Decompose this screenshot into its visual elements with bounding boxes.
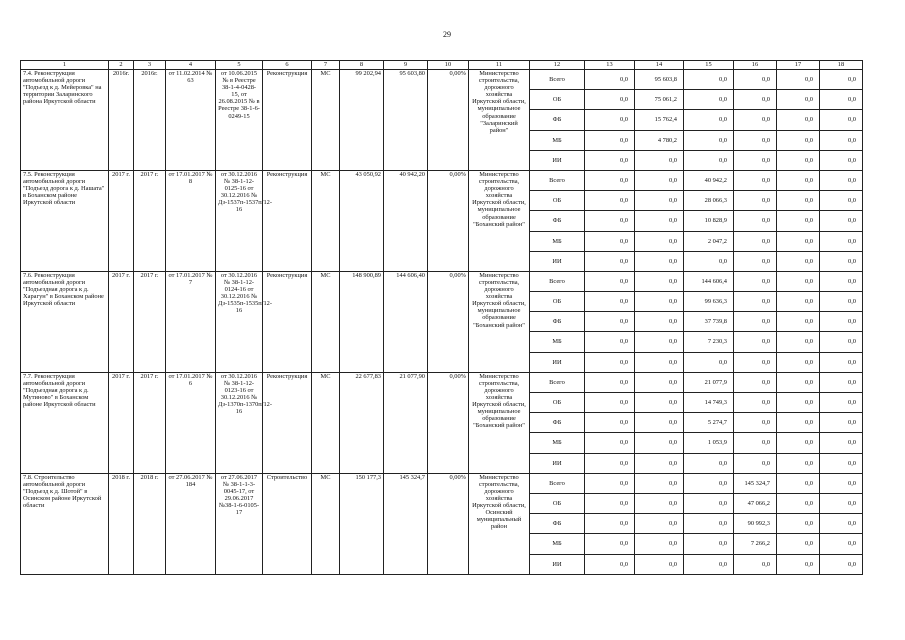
- work-type: Реконструкция: [263, 372, 312, 473]
- expertise-conclusion: от 10.06.2015 № в Реестре 38-1-4-0428-15, от 26.08.2015 № в Реестре 38-1-6-0249-15: [216, 70, 263, 171]
- amount-cell: 14 749,3: [684, 393, 734, 413]
- start-year: 2016г.: [109, 70, 134, 171]
- funding-source: ИИ: [530, 554, 585, 574]
- amount-cell: 0,0: [777, 433, 820, 453]
- amount-cell: 0,0: [734, 393, 777, 413]
- amount-cell: 0,0: [820, 90, 863, 110]
- amount-cell: 0,0: [635, 473, 684, 493]
- amount-cell: 0,0: [820, 413, 863, 433]
- amount-cell: 0,0: [777, 554, 820, 574]
- amount-cell: 0,0: [684, 554, 734, 574]
- amount-cell: 0,0: [684, 110, 734, 130]
- amount-cell: 0,0: [635, 554, 684, 574]
- amount-cell: 7 230,3: [684, 332, 734, 352]
- amount-cell: 0,0: [820, 473, 863, 493]
- responsible-party: Министерство строительства, дорожного хозяйства Иркутской области, муниципальное образование "Заларинский район": [469, 70, 530, 171]
- amount-cell: 0,0: [777, 271, 820, 291]
- amount-cell: 0,0: [820, 534, 863, 554]
- readiness-percent: 0,00%: [428, 271, 469, 372]
- amount-cell: 0,0: [820, 332, 863, 352]
- category: МС: [312, 372, 340, 473]
- amount-cell: 0,0: [734, 170, 777, 190]
- table-row: [21, 70, 863, 90]
- amount-cell: 0,0: [585, 251, 635, 271]
- decision-date: от 11.02.2014 № 63: [166, 70, 216, 171]
- funding-source: МБ: [530, 433, 585, 453]
- decision-date: от 17.01.2017 № 6: [166, 372, 216, 473]
- amount-cell: 0,0: [734, 70, 777, 90]
- amount-cell: 0,0: [585, 433, 635, 453]
- amount-cell: 5 274,7: [684, 413, 734, 433]
- amount-cell: 0,0: [585, 90, 635, 110]
- table-row: [21, 473, 863, 493]
- amount-cell: 0,0: [777, 312, 820, 332]
- amount-cell: 0,0: [585, 514, 635, 534]
- work-type: Реконструкция: [263, 170, 312, 271]
- amount-cell: 0,0: [734, 211, 777, 231]
- amount-cell: 0,0: [635, 493, 684, 513]
- column-number-row: [21, 61, 863, 70]
- amount-cell: 0,0: [734, 332, 777, 352]
- amount-cell: 0,0: [820, 251, 863, 271]
- amount-cell: 21 077,9: [684, 372, 734, 392]
- decision-date: от 17.01.2017 № 7: [166, 271, 216, 372]
- amount-cell: 0,0: [635, 413, 684, 433]
- category: МС: [312, 170, 340, 271]
- amount-cell: 0,0: [777, 453, 820, 473]
- amount-cell: 0,0: [585, 554, 635, 574]
- funding-source: ФБ: [530, 110, 585, 130]
- column-number: 12: [530, 61, 585, 70]
- amount-cell: 0,0: [734, 90, 777, 110]
- amount-cell: 0,0: [820, 352, 863, 372]
- amount-cell: 0,0: [585, 292, 635, 312]
- readiness-percent: 0,00%: [428, 70, 469, 171]
- project-name: 7.4. Реконструкция автомобильной дороги "Подъезд к д. Мейеровка" на территории Заларинского района Иркутской области: [21, 70, 109, 171]
- amount-cell: 0,0: [734, 312, 777, 332]
- funding-source: ОБ: [530, 393, 585, 413]
- amount-cell: 0,0: [777, 70, 820, 90]
- expertise-conclusion: от 30.12.2016 № 38-1-12-0124-16 от 30.12.2016 № Дз-1535п-1535п/12-16: [216, 271, 263, 372]
- funding-source: ФБ: [530, 413, 585, 433]
- funding-source: ОБ: [530, 90, 585, 110]
- amount-cell: 0,0: [820, 130, 863, 150]
- amount-cell: 0,0: [684, 70, 734, 90]
- table-row: [21, 372, 863, 392]
- column-number: 17: [777, 61, 820, 70]
- funding-source: ОБ: [530, 191, 585, 211]
- remaining-cost: 144 606,40: [384, 271, 428, 372]
- funding-source: ФБ: [530, 211, 585, 231]
- amount-cell: 0,0: [820, 372, 863, 392]
- remaining-cost: 40 942,20: [384, 170, 428, 271]
- amount-cell: 0,0: [734, 292, 777, 312]
- readiness-percent: 0,00%: [428, 170, 469, 271]
- amount-cell: 0,0: [585, 413, 635, 433]
- column-number: 11: [469, 61, 530, 70]
- amount-cell: 0,0: [734, 150, 777, 170]
- amount-cell: 0,0: [820, 514, 863, 534]
- amount-cell: 0,0: [635, 453, 684, 473]
- amount-cell: 0,0: [777, 332, 820, 352]
- amount-cell: 0,0: [684, 130, 734, 150]
- category: МС: [312, 70, 340, 171]
- amount-cell: 0,0: [734, 433, 777, 453]
- amount-cell: 0,0: [585, 170, 635, 190]
- project-name: 7.8. Строительство автомобильной дороги "Подъезд к д. Шотой" в Осинском районе Иркутской области: [21, 473, 109, 574]
- amount-cell: 0,0: [635, 292, 684, 312]
- amount-cell: 95 603,8: [635, 70, 684, 90]
- amount-cell: 0,0: [777, 292, 820, 312]
- amount-cell: 0,0: [635, 231, 684, 251]
- amount-cell: 0,0: [684, 493, 734, 513]
- amount-cell: 0,0: [820, 191, 863, 211]
- amount-cell: 0,0: [635, 433, 684, 453]
- project-name: 7.7. Реконструкция автомобильной дороги "Подъездная дорога к д. Мутиново" в Боханском районе Иркутской области: [21, 372, 109, 473]
- amount-cell: 0,0: [635, 170, 684, 190]
- amount-cell: 0,0: [684, 90, 734, 110]
- amount-cell: 0,0: [734, 231, 777, 251]
- amount-cell: 0,0: [777, 372, 820, 392]
- column-number: 2: [109, 61, 134, 70]
- start-year: 2017 г.: [109, 372, 134, 473]
- amount-cell: 0,0: [777, 191, 820, 211]
- amount-cell: 0,0: [820, 70, 863, 90]
- amount-cell: 0,0: [585, 70, 635, 90]
- work-type: Реконструкция: [263, 70, 312, 171]
- funding-source: ИИ: [530, 352, 585, 372]
- column-number: 3: [134, 61, 166, 70]
- column-number: 4: [166, 61, 216, 70]
- amount-cell: 0,0: [777, 231, 820, 251]
- end-year: 2016г.: [134, 70, 166, 171]
- amount-cell: 37 739,8: [684, 312, 734, 332]
- estimated-cost: 22 677,83: [340, 372, 384, 473]
- amount-cell: 0,0: [635, 271, 684, 291]
- amount-cell: 0,0: [585, 150, 635, 170]
- estimated-cost: 150 177,3: [340, 473, 384, 574]
- column-number: 15: [684, 61, 734, 70]
- amount-cell: 0,0: [585, 191, 635, 211]
- amount-cell: 144 606,4: [684, 271, 734, 291]
- amount-cell: 0,0: [635, 372, 684, 392]
- readiness-percent: 0,00%: [428, 372, 469, 473]
- amount-cell: 0,0: [585, 473, 635, 493]
- estimated-cost: 43 050,92: [340, 170, 384, 271]
- amount-cell: 0,0: [635, 534, 684, 554]
- funding-source: Всего: [530, 473, 585, 493]
- table-row: [21, 170, 863, 190]
- column-number: 16: [734, 61, 777, 70]
- amount-cell: 4 780,2: [635, 130, 684, 150]
- amount-cell: 40 942,2: [684, 170, 734, 190]
- amount-cell: 0,0: [777, 393, 820, 413]
- remaining-cost: 21 077,90: [384, 372, 428, 473]
- amount-cell: 0,0: [684, 473, 734, 493]
- remaining-cost: 95 603,80: [384, 70, 428, 171]
- amount-cell: 0,0: [734, 271, 777, 291]
- amount-cell: 28 066,3: [684, 191, 734, 211]
- amount-cell: 0,0: [820, 433, 863, 453]
- expertise-conclusion: от 30.12.2016 № 38-1-12-0123-16 от 30.12.2016 № Дз-1370п-1370п/12-16: [216, 372, 263, 473]
- amount-cell: 0,0: [684, 534, 734, 554]
- readiness-percent: 0,00%: [428, 473, 469, 574]
- funding-source: Всего: [530, 271, 585, 291]
- funding-source: ИИ: [530, 150, 585, 170]
- amount-cell: 0,0: [734, 372, 777, 392]
- amount-cell: 0,0: [820, 493, 863, 513]
- amount-cell: 0,0: [777, 534, 820, 554]
- amount-cell: 0,0: [585, 130, 635, 150]
- amount-cell: 0,0: [734, 352, 777, 372]
- end-year: 2017 г.: [134, 372, 166, 473]
- end-year: 2017 г.: [134, 271, 166, 372]
- funding-source: Всего: [530, 70, 585, 90]
- amount-cell: 0,0: [635, 514, 684, 534]
- amount-cell: 0,0: [777, 514, 820, 534]
- amount-cell: 0,0: [820, 150, 863, 170]
- column-number: 18: [820, 61, 863, 70]
- amount-cell: 90 992,3: [734, 514, 777, 534]
- amount-cell: 0,0: [635, 150, 684, 170]
- amount-cell: 0,0: [585, 110, 635, 130]
- funding-source: МБ: [530, 130, 585, 150]
- amount-cell: 1 053,9: [684, 433, 734, 453]
- amount-cell: 0,0: [684, 514, 734, 534]
- amount-cell: 0,0: [734, 413, 777, 433]
- column-number: 8: [340, 61, 384, 70]
- responsible-party: Министерство строительства, дорожного хозяйства Иркутской области, Осинский муниципальный район: [469, 473, 530, 574]
- amount-cell: 0,0: [684, 150, 734, 170]
- amount-cell: 0,0: [635, 332, 684, 352]
- work-type: Реконструкция: [263, 271, 312, 372]
- amount-cell: 7 266,2: [734, 534, 777, 554]
- column-number: 10: [428, 61, 469, 70]
- amount-cell: 0,0: [734, 453, 777, 473]
- estimated-cost: 148 900,89: [340, 271, 384, 372]
- amount-cell: 0,0: [635, 211, 684, 231]
- amount-cell: 0,0: [820, 453, 863, 473]
- start-year: 2017 г.: [109, 170, 134, 271]
- amount-cell: 0,0: [734, 191, 777, 211]
- budget-table: [20, 60, 863, 575]
- amount-cell: 0,0: [820, 554, 863, 574]
- table-row: [21, 271, 863, 291]
- funding-source: ОБ: [530, 292, 585, 312]
- amount-cell: 0,0: [585, 231, 635, 251]
- expertise-conclusion: от 30.12.2016 № 38-1-12-0125-16 от 30.12.2016 № Дз-1537п-1537п/12-16: [216, 170, 263, 271]
- funding-source: МБ: [530, 332, 585, 352]
- funding-source: ФБ: [530, 312, 585, 332]
- amount-cell: 0,0: [585, 352, 635, 372]
- amount-cell: 0,0: [777, 413, 820, 433]
- amount-cell: 0,0: [635, 352, 684, 372]
- amount-cell: 0,0: [684, 352, 734, 372]
- amount-cell: 0,0: [585, 211, 635, 231]
- amount-cell: 0,0: [777, 90, 820, 110]
- decision-date: от 27.06.2017 № 184: [166, 473, 216, 574]
- amount-cell: 0,0: [635, 393, 684, 413]
- amount-cell: 0,0: [820, 231, 863, 251]
- end-year: 2018 г.: [134, 473, 166, 574]
- funding-source: МБ: [530, 231, 585, 251]
- work-type: Строительство: [263, 473, 312, 574]
- amount-cell: 0,0: [684, 251, 734, 271]
- expertise-conclusion: от 27.06.2017 № 38-1-1-3-0045-17, от 29.06.2017 №38-1-6-0105-17: [216, 473, 263, 574]
- funding-source: Всего: [530, 372, 585, 392]
- funding-source: ФБ: [530, 514, 585, 534]
- column-number: 14: [635, 61, 684, 70]
- funding-source: МБ: [530, 534, 585, 554]
- amount-cell: 75 061,2: [635, 90, 684, 110]
- amount-cell: 0,0: [734, 110, 777, 130]
- column-number: 5: [216, 61, 263, 70]
- column-number: 1: [21, 61, 109, 70]
- funding-source: ИИ: [530, 453, 585, 473]
- amount-cell: 0,0: [734, 554, 777, 574]
- amount-cell: 0,0: [820, 211, 863, 231]
- page-number: 29: [443, 30, 451, 39]
- amount-cell: 145 324,7: [734, 473, 777, 493]
- column-number: 6: [263, 61, 312, 70]
- amount-cell: 0,0: [585, 372, 635, 392]
- amount-cell: 0,0: [585, 332, 635, 352]
- amount-cell: 0,0: [635, 251, 684, 271]
- funding-source: ИИ: [530, 251, 585, 271]
- column-number: 7: [312, 61, 340, 70]
- amount-cell: 0,0: [585, 453, 635, 473]
- responsible-party: Министерство строительства, дорожного хозяйства Иркутской области, муниципальное образование "Боханский район": [469, 271, 530, 372]
- amount-cell: 0,0: [635, 191, 684, 211]
- end-year: 2017 г.: [134, 170, 166, 271]
- amount-cell: 0,0: [585, 534, 635, 554]
- column-number: 13: [585, 61, 635, 70]
- amount-cell: 0,0: [585, 271, 635, 291]
- amount-cell: 0,0: [777, 211, 820, 231]
- project-name: 7.6. Реконструкция автомобильной дороги "Подъездная дорога к д. Харагун" в Боханском районе Иркутской области: [21, 271, 109, 372]
- amount-cell: 0,0: [820, 292, 863, 312]
- amount-cell: 0,0: [585, 312, 635, 332]
- amount-cell: 0,0: [777, 493, 820, 513]
- amount-cell: 0,0: [635, 312, 684, 332]
- category: МС: [312, 473, 340, 574]
- amount-cell: 0,0: [777, 110, 820, 130]
- amount-cell: 0,0: [734, 251, 777, 271]
- responsible-party: Министерство строительства, дорожного хозяйства Иркутской области, муниципальное образование "Боханский район": [469, 372, 530, 473]
- amount-cell: 2 047,2: [684, 231, 734, 251]
- amount-cell: 99 636,3: [684, 292, 734, 312]
- amount-cell: 0,0: [820, 312, 863, 332]
- amount-cell: 0,0: [777, 150, 820, 170]
- category: МС: [312, 271, 340, 372]
- decision-date: от 17.01.2017 № 8: [166, 170, 216, 271]
- amount-cell: 47 066,2: [734, 493, 777, 513]
- amount-cell: 0,0: [777, 352, 820, 372]
- amount-cell: 0,0: [820, 110, 863, 130]
- start-year: 2017 г.: [109, 271, 134, 372]
- project-name: 7.5. Реконструкция автомобильной дороги "Подъезд дорога к д. Нашата" в Боханском районе Иркутской области: [21, 170, 109, 271]
- estimated-cost: 99 202,94: [340, 70, 384, 171]
- amount-cell: 0,0: [734, 130, 777, 150]
- amount-cell: 0,0: [820, 271, 863, 291]
- amount-cell: 10 828,9: [684, 211, 734, 231]
- amount-cell: 0,0: [777, 170, 820, 190]
- amount-cell: 0,0: [777, 473, 820, 493]
- amount-cell: 0,0: [777, 251, 820, 271]
- column-number: 9: [384, 61, 428, 70]
- funding-source: ОБ: [530, 493, 585, 513]
- amount-cell: 0,0: [684, 453, 734, 473]
- remaining-cost: 145 324,7: [384, 473, 428, 574]
- amount-cell: 0,0: [820, 170, 863, 190]
- funding-source: Всего: [530, 170, 585, 190]
- amount-cell: 0,0: [585, 493, 635, 513]
- amount-cell: 0,0: [777, 130, 820, 150]
- start-year: 2018 г.: [109, 473, 134, 574]
- responsible-party: Министерство строительства, дорожного хозяйства Иркутской области, муниципальное образование "Боханский район": [469, 170, 530, 271]
- amount-cell: 0,0: [585, 393, 635, 413]
- amount-cell: 15 762,4: [635, 110, 684, 130]
- amount-cell: 0,0: [820, 393, 863, 413]
